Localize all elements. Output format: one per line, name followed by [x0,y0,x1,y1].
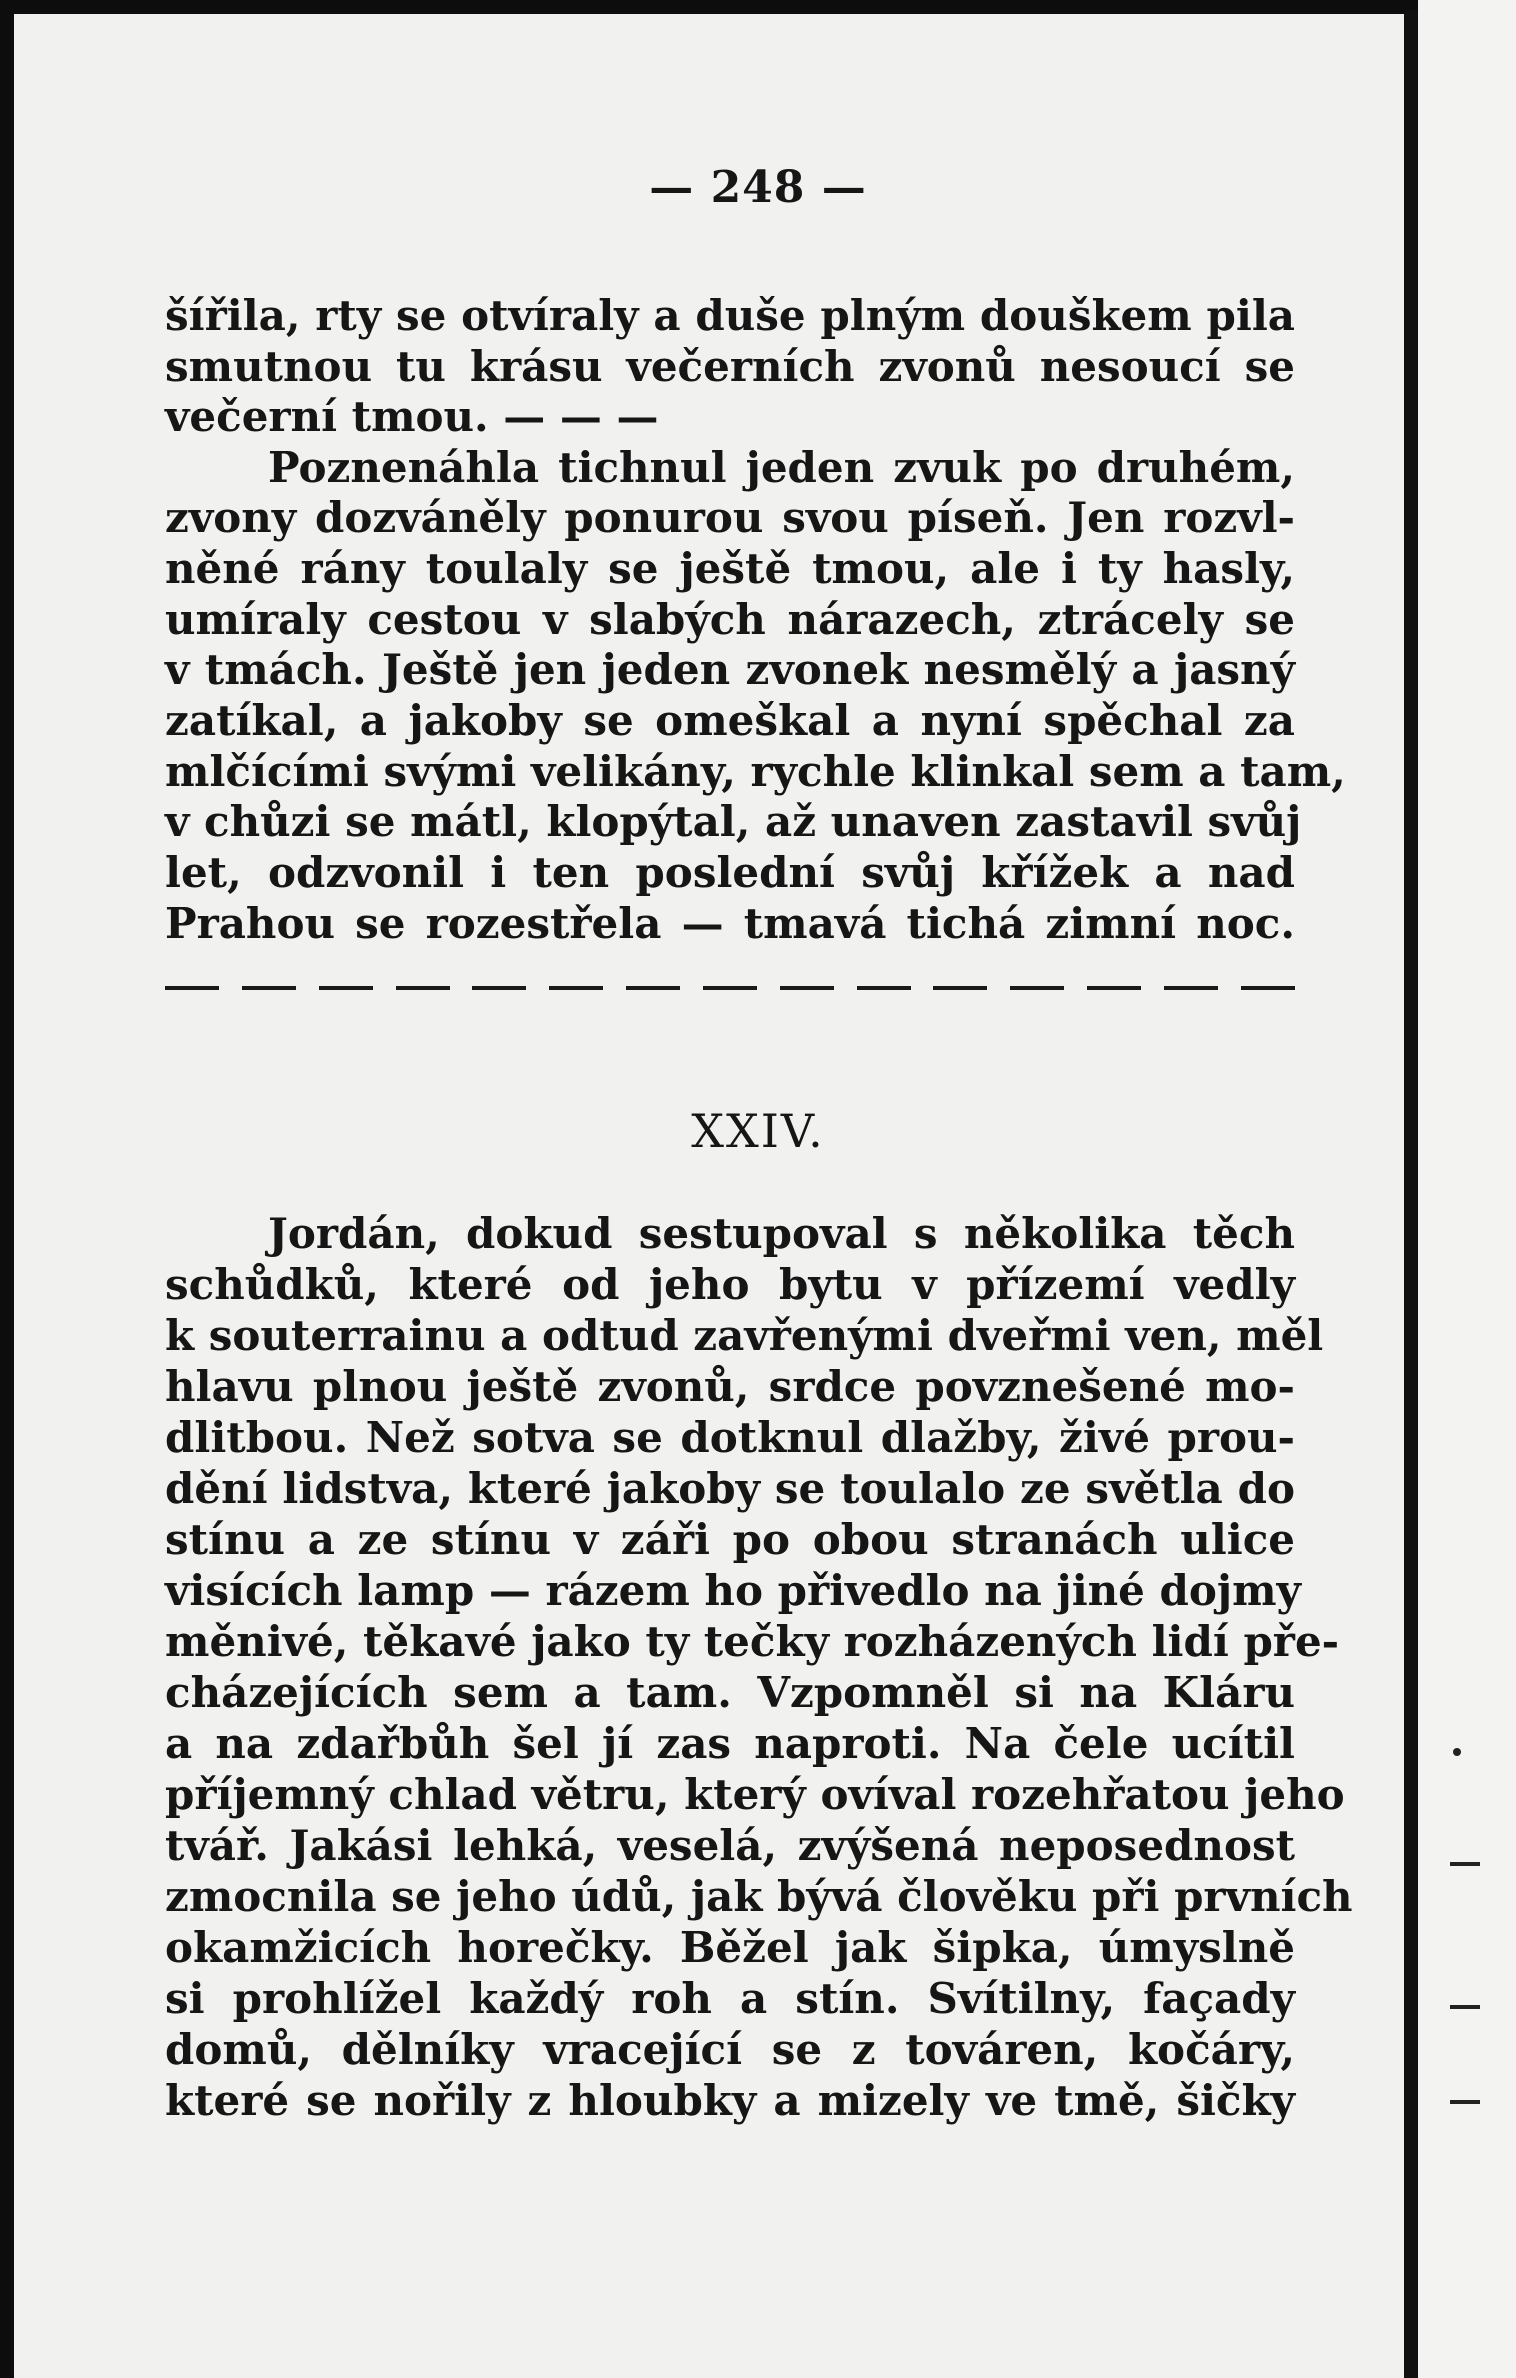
scan-border-left [0,0,14,2378]
text-line: které se nořily z hloubky a mizely ve tmě, šičky [165,2076,1295,2125]
text-line: smutnou tu krásu večerních zvonů nesoucí se [165,342,1295,391]
text-line: Prahou se rozestřela — tmavá tichá zimní noc. [165,899,1295,948]
section-divider [165,984,1295,992]
page-number: — 248 — [649,162,867,213]
text-line: cházejících sem a tam. Vzpomněl si na Kláru [165,1668,1295,1717]
binding-mark [1450,2005,1480,2009]
text-line: šířila, rty se otvíraly a duše plným douškem pila [165,291,1295,340]
text-line: v tmách. Ještě jen jeden zvonek nesmělý a jasný [165,645,1295,694]
text-line: v chůzi se mátl, klopýtal, až unaven zastavil svůj [165,797,1302,846]
text-line: let, odzvonil i ten poslední svůj křížek a nad [165,848,1295,897]
text-line: domů, dělníky vracející se z továren, kočáry, [165,2025,1295,2074]
text-line: zatíkal, a jakoby se omeškal a nyní spěchal za [165,696,1295,745]
text-line: mlčícími svými velikány, rychle klinkal sem a tam, [165,747,1346,796]
chapter-heading: XXIV. [691,1104,825,1158]
text-line: něné rány toulaly se ještě tmou, ale i ty hasly, [165,544,1295,593]
text-line: stínu a ze stínu v záři po obou stranách ulice [165,1515,1295,1564]
binding-mark [1450,1862,1480,1866]
text-line: dlitbou. Než sotva se dotknul dlažby, živé prou- [165,1413,1295,1462]
text-line: měnivé, těkavé jako ty tečky rozházených lidí pře- [165,1617,1340,1666]
text-line: hlavu plnou ještě zvonů, srdce povznešené mo- [165,1362,1295,1411]
binding-mark [1450,2100,1480,2104]
text-line: schůdků, které od jeho bytu v přízemí vedly [165,1260,1295,1309]
text-line: visících lamp — rázem ho přivedlo na jiné dojmy [165,1566,1301,1615]
text-line: okamžicích horečky. Běžel jak šipka, úmyslně [165,1923,1295,1972]
adjacent-page-strip [1418,0,1516,2378]
text-line: zmocnila se jeho údů, jak bývá člověku při prvních [165,1872,1353,1921]
text-line: zvony dozváněly ponurou svou píseň. Jen rozvl- [165,493,1295,542]
text-line: tvář. Jakási lehká, veselá, zvýšená neposednost [165,1821,1295,1870]
text-line: dění lidstva, které jakoby se toulalo ze světla do [165,1464,1295,1513]
scan-border-top [0,0,1516,14]
binding-spine-line [1404,10,1418,2378]
text-line: večerní tmou. — — — [165,392,659,441]
text-line: Poznenáhla tichnul jeden zvuk po druhém, [268,443,1295,492]
text-line: si prohlížel každý roh a stín. Svítilny, façady [165,1974,1295,2023]
text-line: Jordán, dokud sestupoval s několika těch [268,1209,1295,1258]
text-line: příjemný chlad větru, který ovíval rozehřatou jeho [165,1770,1345,1819]
text-line: a na zdařbůh šel jí zas naproti. Na čele ucítil [165,1719,1295,1768]
text-line: umíraly cestou v slabých nárazech, ztrácely se [165,595,1295,644]
text-line: k souterrainu a odtud zavřenými dveřmi ven, měl [165,1311,1324,1360]
binding-mark [1453,1748,1461,1756]
